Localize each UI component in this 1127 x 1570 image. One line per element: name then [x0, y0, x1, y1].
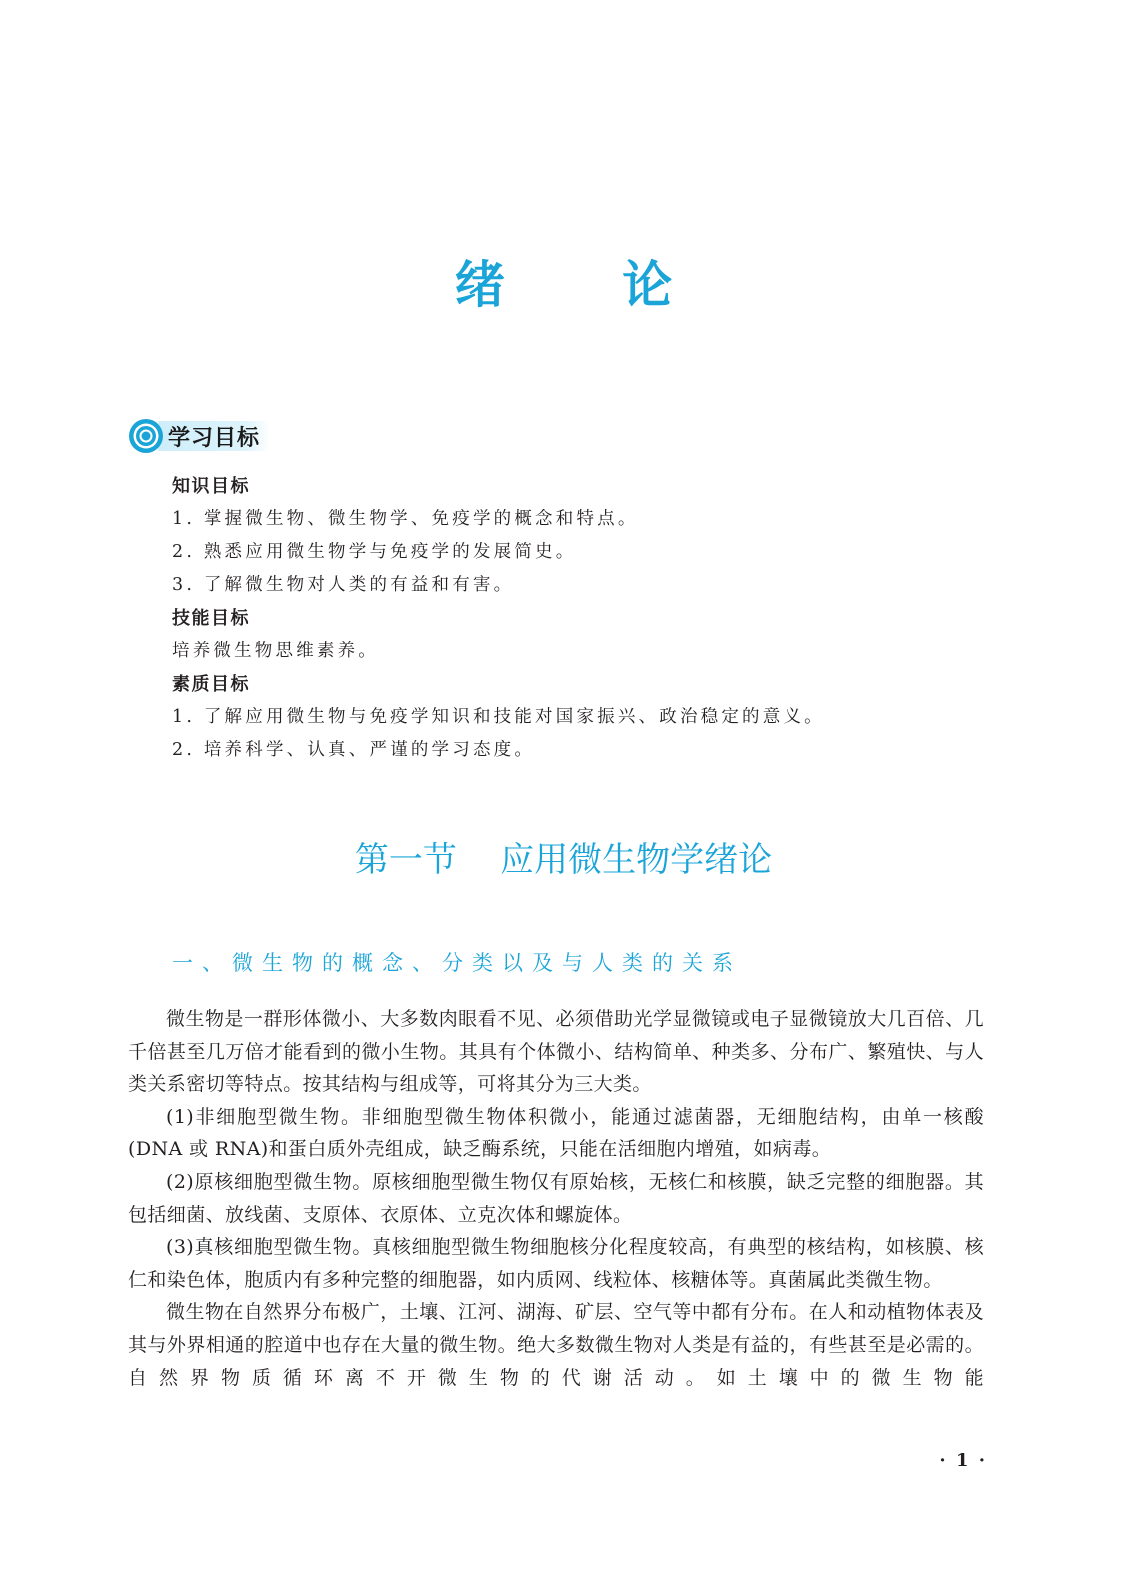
objectives-list: [172, 470, 992, 767]
knowledge-heading: 知识目标: [172, 476, 250, 497]
subsection-title: 一、微生物的概念、分类以及与人类的关系: [172, 951, 742, 975]
paragraph: (3)真核细胞型微生物。真核细胞型微生物细胞核分化程度较高，有典型的核结构，如核膜、核仁和染色体，胞质内有多种完整的细胞器，如内质网、线粒体、核糖体等。真菌属此类微生物。: [128, 1236, 984, 1291]
knowledge-item: 3. 了解微生物对人类的有益和有害。: [172, 575, 515, 595]
target-icon: [128, 418, 164, 454]
skill-heading: 技能目标: [172, 608, 250, 629]
paragraph: 微生物在自然界分布极广，土壤、江河、湖海、矿层、空气等中都有分布。在人和动植物体表及其与外界相通的腔道中也存在大量的微生物。绝大多数微生物对人类是有益的，有些甚至是必需的。自然界物质循环离不开微生物的代谢活动。如土壤中的微生物能: [128, 1301, 984, 1389]
objectives-header: [128, 416, 270, 456]
paragraph: (2)原核细胞型微生物。原核细胞型微生物仅有原始核，无核仁和核膜，缺乏完整的细胞器。其包括细菌、放线菌、支原体、衣原体、立克次体和螺旋体。: [128, 1170, 984, 1226]
page-number: · 1 ·: [939, 1450, 987, 1471]
skill-item: 培养微生物思维素养。: [172, 641, 379, 661]
objectives-label-box: [158, 421, 270, 451]
body-text: [128, 1003, 984, 1394]
quality-heading: 素质目标: [172, 674, 250, 695]
knowledge-item: 1. 掌握微生物、微生物学、免疫学的概念和特点。: [172, 509, 639, 529]
chapter-title: 绪 论: [454, 255, 723, 314]
knowledge-item: 2. 熟悉应用微生物学与免疫学的发展简史。: [172, 542, 577, 562]
paragraph: 微生物是一群形体微小、大多数肉眼看不见、必须借助光学显微镜或电子显微镜放大几百倍、几千倍甚至几万倍才能看到的微小生物。其具有个体微小、结构简单、种类多、分布广、繁殖快、与人类关系密切等特点。按其结构与组成等，可将其分为三大类。: [128, 1008, 984, 1096]
quality-item: 1. 了解应用微生物与免疫学知识和技能对国家振兴、政治稳定的意义。: [172, 707, 825, 727]
section-title: 第一节 应用微生物学绪论: [354, 840, 773, 880]
paragraph: (1)非细胞型微生物。非细胞型微生物体积微小，能通过滤菌器，无细胞结构，由单一核酸(DNA 或 RNA)和蛋白质外壳组成，缺乏酶系统，只能在活细胞内增殖，如病毒。: [128, 1105, 984, 1161]
quality-item: 2. 培养科学、认真、严谨的学习态度。: [172, 740, 536, 760]
objectives-label: 学习目标: [168, 425, 261, 451]
